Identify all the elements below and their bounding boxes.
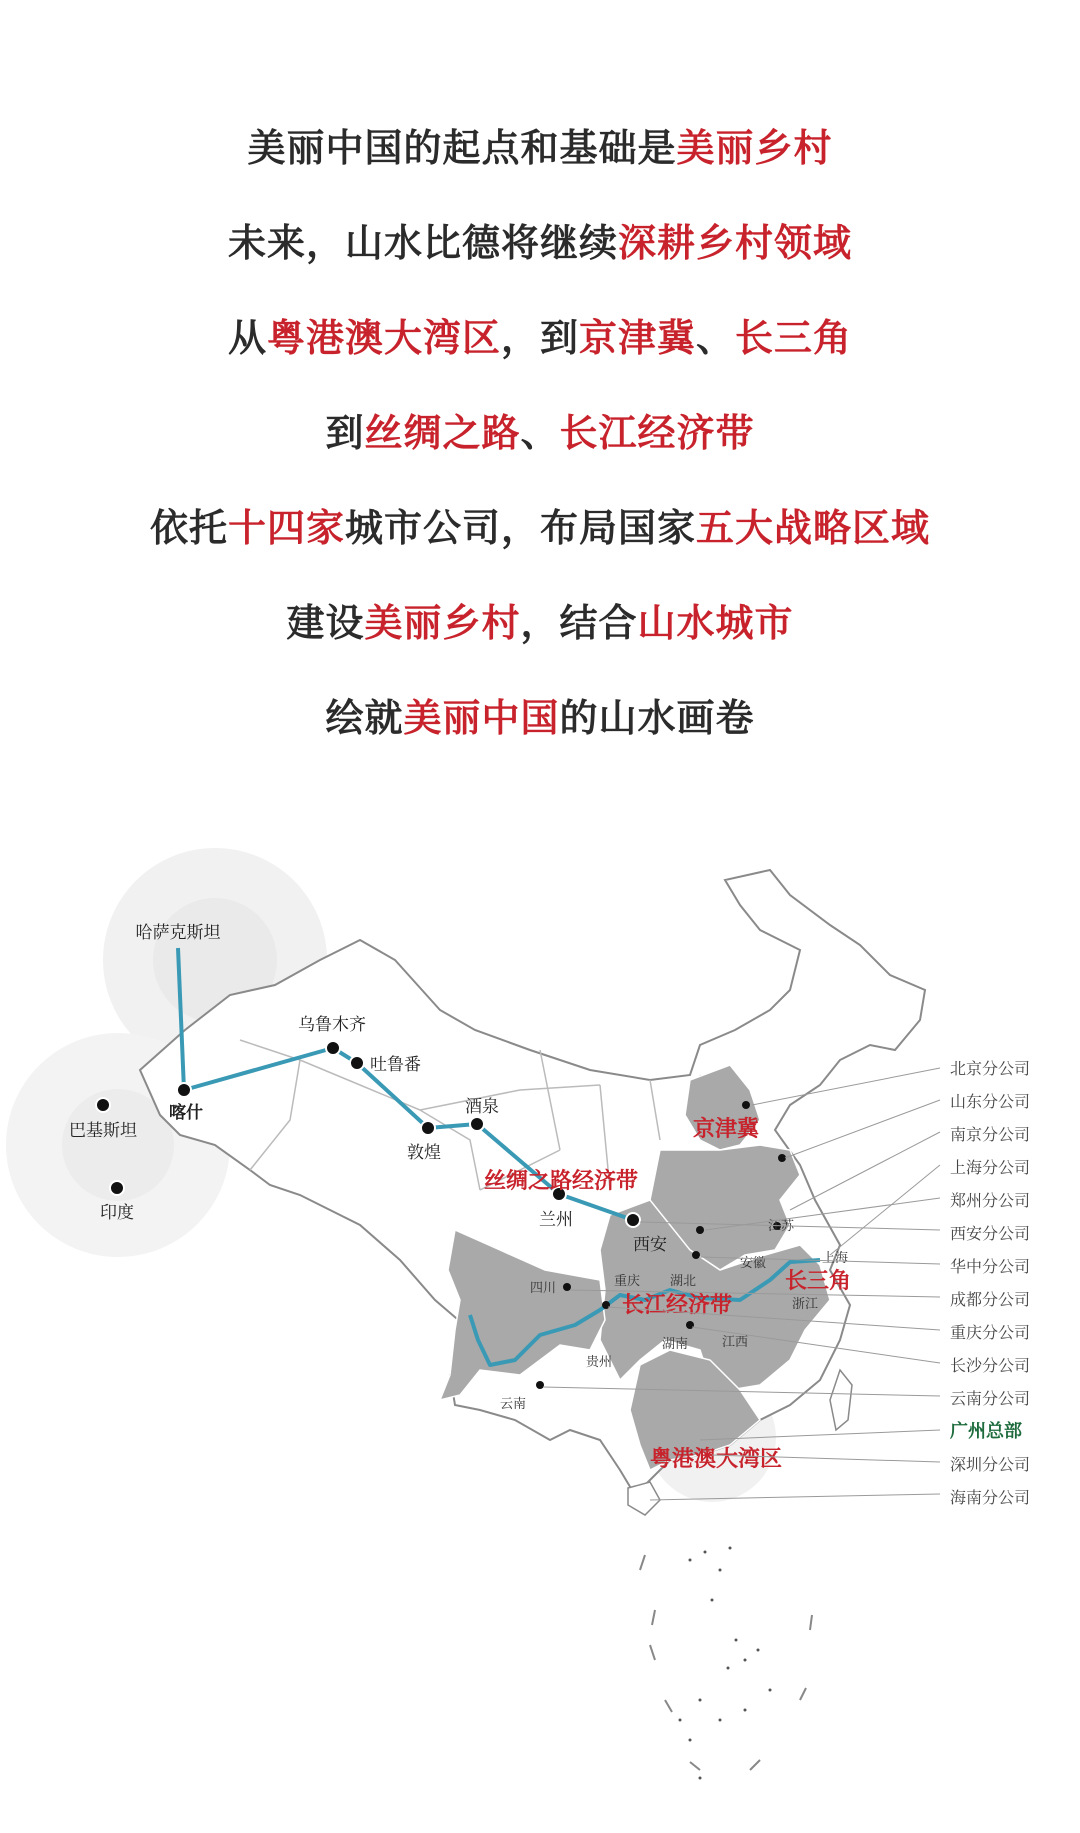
branch-label: 华中分公司 [950, 1257, 1031, 1276]
label-hasakesitan: 哈萨克斯坦 [135, 923, 221, 943]
branch-label: 山东分公司 [950, 1092, 1031, 1111]
headline-highlight: 深耕乡村领域 [618, 221, 853, 265]
branch-hq-label: 广州总部 [950, 1421, 1022, 1442]
south-china-sea-islands [679, 1547, 772, 1780]
label-yangtze-delta: 长三角 [784, 1269, 852, 1294]
label-jiangsu: 江苏 [768, 1219, 795, 1234]
headline-highlight: 美丽乡村 [364, 601, 521, 645]
headline-line [0, 693, 1080, 743]
branch-label: 海南分公司 [950, 1488, 1031, 1507]
branch-label: 深圳分公司 [950, 1455, 1031, 1474]
branch-label: 成都分公司 [950, 1290, 1031, 1309]
marker-yindu [110, 1181, 124, 1195]
label-wulumuqi: 乌鲁木齐 [298, 1015, 366, 1035]
marker-xian [626, 1213, 640, 1227]
dot-hubei [692, 1251, 700, 1259]
headline-highlight: 山水城市 [637, 601, 794, 645]
label-xian: 西安 [633, 1235, 667, 1255]
headline-highlight: 五大战略区域 [696, 506, 931, 550]
marker-bajisitan [96, 1098, 110, 1112]
label-hubei: 湖北 [670, 1274, 697, 1289]
branch-office-list [950, 1059, 1030, 1507]
label-sichuan: 四川 [530, 1281, 557, 1296]
headline-line [0, 598, 1080, 648]
marker-dunhuang [421, 1121, 435, 1135]
dot-beijing [742, 1101, 750, 1109]
headline-line [0, 408, 1080, 458]
label-tulufan: 吐鲁番 [370, 1055, 421, 1075]
headline-text: 从 [227, 316, 267, 360]
headline-highlight: 美丽乡村 [676, 126, 833, 170]
label-kashi: 喀什 [169, 1103, 203, 1123]
headline-highlight: 长三角 [735, 316, 853, 360]
label-bajisitan: 巴基斯坦 [69, 1121, 137, 1141]
marker-kashi [177, 1083, 191, 1097]
branch-label: 郑州分公司 [950, 1191, 1031, 1210]
branch-label: 南京分公司 [950, 1125, 1031, 1144]
label-yangtze: 长江经济带 [621, 1293, 733, 1318]
headline-highlight: 美丽中国 [403, 696, 560, 740]
headline-text: 美丽中国的起点和基础是 [247, 126, 677, 170]
hainan-island [628, 1482, 660, 1515]
label-hunan: 湖南 [662, 1337, 689, 1352]
headline-highlight: 丝绸之路 [364, 411, 521, 455]
branch-label: 重庆分公司 [950, 1323, 1031, 1342]
marker-jiuquan [470, 1117, 484, 1131]
headline-text: 建设 [286, 601, 365, 645]
dot-hunan [686, 1321, 694, 1329]
marker-tulufan [350, 1056, 364, 1070]
headline-text: 、 [520, 411, 560, 455]
nine-dash-line [640, 1555, 812, 1770]
headline-highlight: 粤港澳大湾区 [266, 316, 501, 360]
branch-label: 云南分公司 [950, 1389, 1031, 1408]
headline-highlight: 十四家 [227, 506, 345, 550]
label-chongqing: 重庆 [614, 1274, 641, 1289]
label-yindu: 印度 [100, 1203, 134, 1223]
headline-line [0, 123, 1080, 173]
dot-chongqing [602, 1301, 610, 1309]
headline-text: 、 [696, 316, 736, 360]
headline-text: 的山水画卷 [559, 696, 755, 740]
branch-label: 长沙分公司 [950, 1356, 1031, 1375]
headline-text: 绘就 [325, 696, 404, 740]
label-zhejiang: 浙江 [792, 1297, 819, 1312]
branch-label: 西安分公司 [950, 1224, 1031, 1243]
label-lanzhou: 兰州 [539, 1210, 573, 1230]
dot-henan [696, 1226, 704, 1234]
headline-line [0, 218, 1080, 268]
label-silk-road: 丝绸之路经济带 [483, 1169, 639, 1194]
label-jiuquan: 酒泉 [465, 1097, 499, 1117]
branch-label: 北京分公司 [950, 1059, 1031, 1078]
headline-line [0, 503, 1080, 553]
dot-sichuan [563, 1283, 571, 1291]
headline-text: ，到 [500, 316, 579, 360]
label-guizhou: 贵州 [586, 1355, 613, 1370]
marker-wulumuqi [326, 1041, 340, 1055]
headline-text: 到 [325, 411, 365, 455]
headline-text: 依托 [149, 506, 228, 550]
dot-yunnan [536, 1381, 544, 1389]
label-yunnan: 云南 [500, 1397, 527, 1412]
headline-text: 城市公司，布局国家 [345, 506, 697, 550]
taiwan-island [830, 1370, 852, 1430]
label-anhui: 安徽 [740, 1256, 767, 1271]
label-gba: 粤港澳大湾区 [649, 1447, 783, 1472]
headline-highlight: 京津冀 [579, 316, 697, 360]
label-dunhuang: 敦煌 [407, 1143, 441, 1163]
branch-label: 上海分公司 [950, 1158, 1031, 1177]
headline-line [0, 313, 1080, 363]
label-shanghai: 上海 [822, 1251, 849, 1266]
label-jiangxi: 江西 [722, 1335, 749, 1350]
headline-highlight: 长江经济带 [559, 411, 755, 455]
china-strategy-map [0, 820, 1080, 1833]
headline-text: 未来，山水比德将继续 [227, 221, 618, 265]
dot-shandong [778, 1154, 786, 1162]
headline-text: ，结合 [520, 601, 638, 645]
label-jingjinji: 京津冀 [692, 1117, 760, 1142]
